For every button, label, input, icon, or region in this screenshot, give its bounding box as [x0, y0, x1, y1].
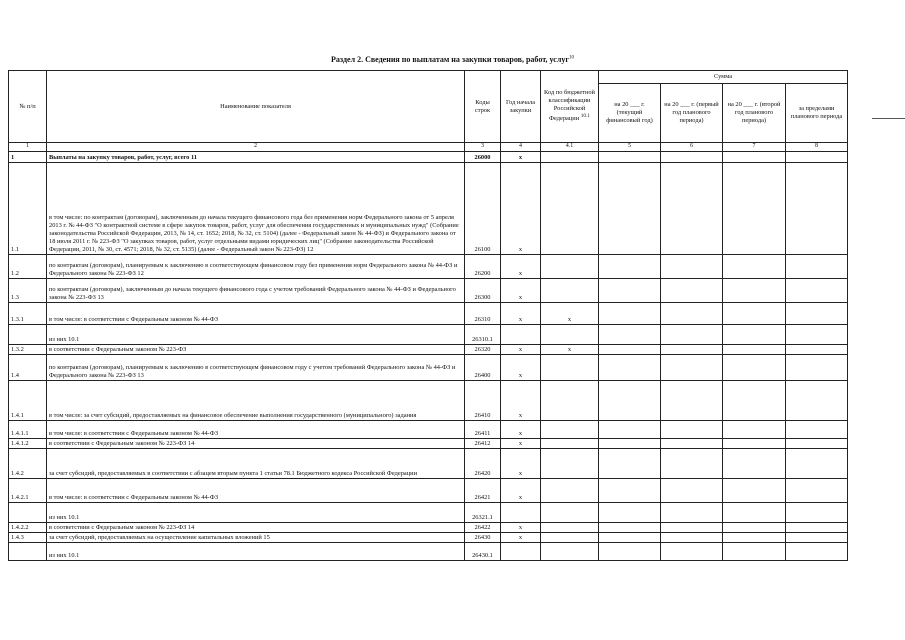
row-year: x: [501, 533, 541, 543]
row-kbk: [541, 533, 599, 543]
row-name: за счет субсидий, предоставляемых в соответствии с абзацем вторым пункта 1 статьи 78.1 Бюджетного кодекса Российской Федерации: [47, 449, 465, 479]
table-row: [9, 543, 848, 561]
row-code: 26430: [465, 533, 501, 543]
row-kbk: [541, 543, 599, 561]
row-number: 1.4.1: [9, 381, 47, 421]
row-year: x: [501, 381, 541, 421]
sum-beyond: [786, 381, 848, 421]
section-title: [0, 55, 905, 64]
sum-first: [661, 255, 723, 279]
row-code: 26000: [465, 152, 501, 163]
sum-first: [661, 381, 723, 421]
row-kbk: x: [541, 303, 599, 325]
sum-first: [661, 503, 723, 523]
row-code: 26411: [465, 421, 501, 439]
header-beyond: за пределами планового периода: [786, 84, 848, 143]
row-year: x: [501, 355, 541, 381]
sum-first: [661, 439, 723, 449]
column-index: 1: [9, 143, 47, 152]
row-number: [9, 503, 47, 523]
row-year: x: [501, 479, 541, 503]
sum-beyond: [786, 163, 848, 255]
row-code: 26422: [465, 523, 501, 533]
sum-beyond: [786, 255, 848, 279]
row-name: в том числе: в соответствии с Федеральным законом № 44-ФЗ: [47, 479, 465, 503]
sum-first: [661, 152, 723, 163]
row-code: 26200: [465, 255, 501, 279]
row-year: x: [501, 152, 541, 163]
sum-beyond: [786, 449, 848, 479]
row-code: 26320: [465, 345, 501, 355]
table-row: [9, 421, 848, 439]
sum-first: [661, 163, 723, 255]
row-year: x: [501, 255, 541, 279]
sum-beyond: [786, 345, 848, 355]
sum-second: [723, 163, 786, 255]
header-kbk: [541, 71, 599, 143]
sum-beyond: [786, 479, 848, 503]
sum-second: [723, 279, 786, 303]
row-name: из них 10.1: [47, 503, 465, 523]
header-kbk-footnote: 10.1: [580, 113, 591, 120]
sum-first: [661, 533, 723, 543]
payments-table: [8, 70, 848, 561]
sum-second: [723, 303, 786, 325]
scan-edge-line-right: [872, 118, 905, 119]
sum-current: [599, 355, 661, 381]
sum-second: [723, 533, 786, 543]
sum-second: [723, 421, 786, 439]
sum-beyond: [786, 421, 848, 439]
table-row: [9, 325, 848, 345]
row-kbk: [541, 355, 599, 381]
row-name: из них 10.1: [47, 543, 465, 561]
row-name: в том числе: в соответствии с Федеральным законом № 44-ФЗ: [47, 421, 465, 439]
row-name: в соответствии с Федеральным законом № 223-ФЗ 14: [47, 523, 465, 533]
table-row: [9, 255, 848, 279]
sum-first: [661, 325, 723, 345]
sum-current: [599, 503, 661, 523]
row-number: 1.4.2.1: [9, 479, 47, 503]
sum-current: [599, 533, 661, 543]
sum-beyond: [786, 279, 848, 303]
sum-current: [599, 449, 661, 479]
row-number: 1.4.1.2: [9, 439, 47, 449]
row-year: x: [501, 449, 541, 479]
row-number: 1.3: [9, 279, 47, 303]
row-number: 1.2: [9, 255, 47, 279]
header-year-3: на 20 ___ г. (второй год планового периода): [723, 84, 786, 143]
header-name: Наименование показателя: [47, 71, 465, 143]
table-row: [9, 279, 848, 303]
column-index: 7: [723, 143, 786, 152]
row-number: 1.4.2: [9, 449, 47, 479]
row-number: [9, 325, 47, 345]
row-kbk: [541, 152, 599, 163]
row-name: в соответствии с Федеральным законом № 223-ФЗ 14: [47, 439, 465, 449]
column-index: 8: [786, 143, 848, 152]
row-name: по контрактам (договорам), заключенным до начала текущего финансового года с учетом требований Федерального закона № 44-ФЗ и Федерального закона № 223-ФЗ 13: [47, 279, 465, 303]
row-year: x: [501, 421, 541, 439]
row-number: 1.3.1: [9, 303, 47, 325]
sum-second: [723, 152, 786, 163]
header-code: Коды строк: [465, 71, 501, 143]
sum-first: [661, 345, 723, 355]
sum-current: [599, 325, 661, 345]
header-sum: Сумма: [599, 71, 848, 84]
table-row: [9, 303, 848, 325]
sum-current: [599, 279, 661, 303]
row-name: Выплаты на закупку товаров, работ, услуг, всего 11: [47, 152, 465, 163]
table-row: [9, 152, 848, 163]
sum-second: [723, 449, 786, 479]
table-row: [9, 449, 848, 479]
row-code: 26400: [465, 355, 501, 381]
row-kbk: [541, 325, 599, 345]
row-number: 1.4: [9, 355, 47, 381]
sum-beyond: [786, 533, 848, 543]
sum-current: [599, 523, 661, 533]
row-name: в соответствии с Федеральным законом № 223-ФЗ: [47, 345, 465, 355]
sum-beyond: [786, 325, 848, 345]
sum-second: [723, 381, 786, 421]
sum-beyond: [786, 152, 848, 163]
header-num: № п/п: [9, 71, 47, 143]
row-kbk: [541, 439, 599, 449]
row-kbk: [541, 279, 599, 303]
row-year: x: [501, 303, 541, 325]
sum-first: [661, 479, 723, 503]
row-kbk: [541, 523, 599, 533]
row-code: 26321.1: [465, 503, 501, 523]
sum-second: [723, 503, 786, 523]
table-row: [9, 439, 848, 449]
row-code: 26430.1: [465, 543, 501, 561]
row-name: в том числе: в соответствии с Федеральным законом № 44-ФЗ: [47, 303, 465, 325]
sum-current: [599, 439, 661, 449]
row-code: 26310: [465, 303, 501, 325]
column-index: 3: [465, 143, 501, 152]
sum-beyond: [786, 355, 848, 381]
row-name: в том числе: по контрактам (договорам), заключенным до начала текущего финансового года без применения норм Федерального закона от 5 апреля 2013 г. № 44-ФЗ "О контрактной системе в сфере закупок товаров, работ, услуг для обеспечения государственных и муниципальных нужд" (Собрание законодательства Российской Федерации, 2013, № 14, ст. 1652; 2018, № 32, ст. 5104) (далее - Федеральный закон № 44-ФЗ) и Федерального закона от 18 июля 2011 г. № 223-ФЗ "О закупках товаров, работ, услуг отдельными видами юридических лиц" (Собрание законодательства Российской Федерации, 2011, № 30, ст. 4571; 2018, № 32, ст. 5135) (далее - Федеральный закон № 223-ФЗ) 12: [47, 163, 465, 255]
sum-second: [723, 345, 786, 355]
row-year: [501, 325, 541, 345]
row-year: x: [501, 163, 541, 255]
sum-first: [661, 523, 723, 533]
row-code: 26310.1: [465, 325, 501, 345]
row-number: 1: [9, 152, 47, 163]
sum-beyond: [786, 439, 848, 449]
header-year-2: на 20 ___ г. (первый год планового периода): [661, 84, 723, 143]
column-index: 4.1: [541, 143, 599, 152]
sum-current: [599, 303, 661, 325]
header-year: Год начала закупки: [501, 71, 541, 143]
row-year: x: [501, 345, 541, 355]
sum-first: [661, 279, 723, 303]
row-name: по контрактам (договорам), планируемым к заключению в соответствующем финансовом году с учетом требований Федерального закона № 44-ФЗ и Федерального закона № 223-ФЗ 13: [47, 355, 465, 381]
sum-current: [599, 381, 661, 421]
sum-first: [661, 303, 723, 325]
row-kbk: x: [541, 345, 599, 355]
sum-current: [599, 163, 661, 255]
row-kbk: [541, 163, 599, 255]
table-row: [9, 479, 848, 503]
sum-second: [723, 543, 786, 561]
row-code: 26420: [465, 449, 501, 479]
row-year: x: [501, 523, 541, 533]
header-year-1: на 20 ___ г. (текущий финансовый год): [599, 84, 661, 143]
header-row-1: [9, 71, 848, 84]
row-year: x: [501, 439, 541, 449]
column-index-row: [9, 143, 848, 152]
sum-beyond: [786, 543, 848, 561]
table-row: [9, 503, 848, 523]
row-number: 1.4.2.2: [9, 523, 47, 533]
row-code: 26410: [465, 381, 501, 421]
row-number: 1.1: [9, 163, 47, 255]
sum-current: [599, 421, 661, 439]
row-kbk: [541, 449, 599, 479]
row-code: 26300: [465, 279, 501, 303]
table-row: [9, 163, 848, 255]
row-kbk: [541, 421, 599, 439]
sum-current: [599, 479, 661, 503]
section-title-footnote: 10: [568, 55, 574, 61]
row-number: [9, 543, 47, 561]
sum-current: [599, 543, 661, 561]
sum-current: [599, 345, 661, 355]
row-number: 1.4.1.1: [9, 421, 47, 439]
row-name: из них 10.1: [47, 325, 465, 345]
sum-first: [661, 543, 723, 561]
table-body: [9, 152, 848, 561]
sum-second: [723, 355, 786, 381]
sum-second: [723, 325, 786, 345]
sum-beyond: [786, 523, 848, 533]
row-year: [501, 543, 541, 561]
row-kbk: [541, 255, 599, 279]
sum-second: [723, 255, 786, 279]
column-index: 4: [501, 143, 541, 152]
row-number: 1.3.2: [9, 345, 47, 355]
row-year: [501, 503, 541, 523]
section-title-text: Раздел 2. Сведения по выплатам на закупки товаров, работ, услуг: [331, 55, 569, 64]
row-code: 26421: [465, 479, 501, 503]
sum-first: [661, 421, 723, 439]
sum-beyond: [786, 503, 848, 523]
row-kbk: [541, 503, 599, 523]
sum-first: [661, 449, 723, 479]
sum-second: [723, 479, 786, 503]
row-name: по контрактам (договорам), планируемым к заключению в соответствующем финансовом году без применения норм Федерального закона № 44-ФЗ и Федерального закона № 223-ФЗ 12: [47, 255, 465, 279]
row-name: в том числе: за счет субсидий, предоставляемых на финансовое обеспечение выполнения государственного (муниципального) задания: [47, 381, 465, 421]
row-name: за счет субсидий, предоставляемых на осуществление капитальных вложений 15: [47, 533, 465, 543]
sum-second: [723, 439, 786, 449]
table-row: [9, 533, 848, 543]
row-year: x: [501, 279, 541, 303]
sum-second: [723, 523, 786, 533]
row-kbk: [541, 381, 599, 421]
row-code: 26412: [465, 439, 501, 449]
sum-beyond: [786, 303, 848, 325]
sum-current: [599, 255, 661, 279]
table-row: [9, 345, 848, 355]
table-row: [9, 355, 848, 381]
sum-first: [661, 355, 723, 381]
column-index: 2: [47, 143, 465, 152]
sum-current: [599, 152, 661, 163]
table-row: [9, 523, 848, 533]
table-row: [9, 381, 848, 421]
column-index: 5: [599, 143, 661, 152]
header-kbk-text: Код по бюджетной классификации Российской Федерации: [544, 89, 595, 123]
row-number: 1.4.3: [9, 533, 47, 543]
row-kbk: [541, 479, 599, 503]
column-index: 6: [661, 143, 723, 152]
row-code: 26100: [465, 163, 501, 255]
